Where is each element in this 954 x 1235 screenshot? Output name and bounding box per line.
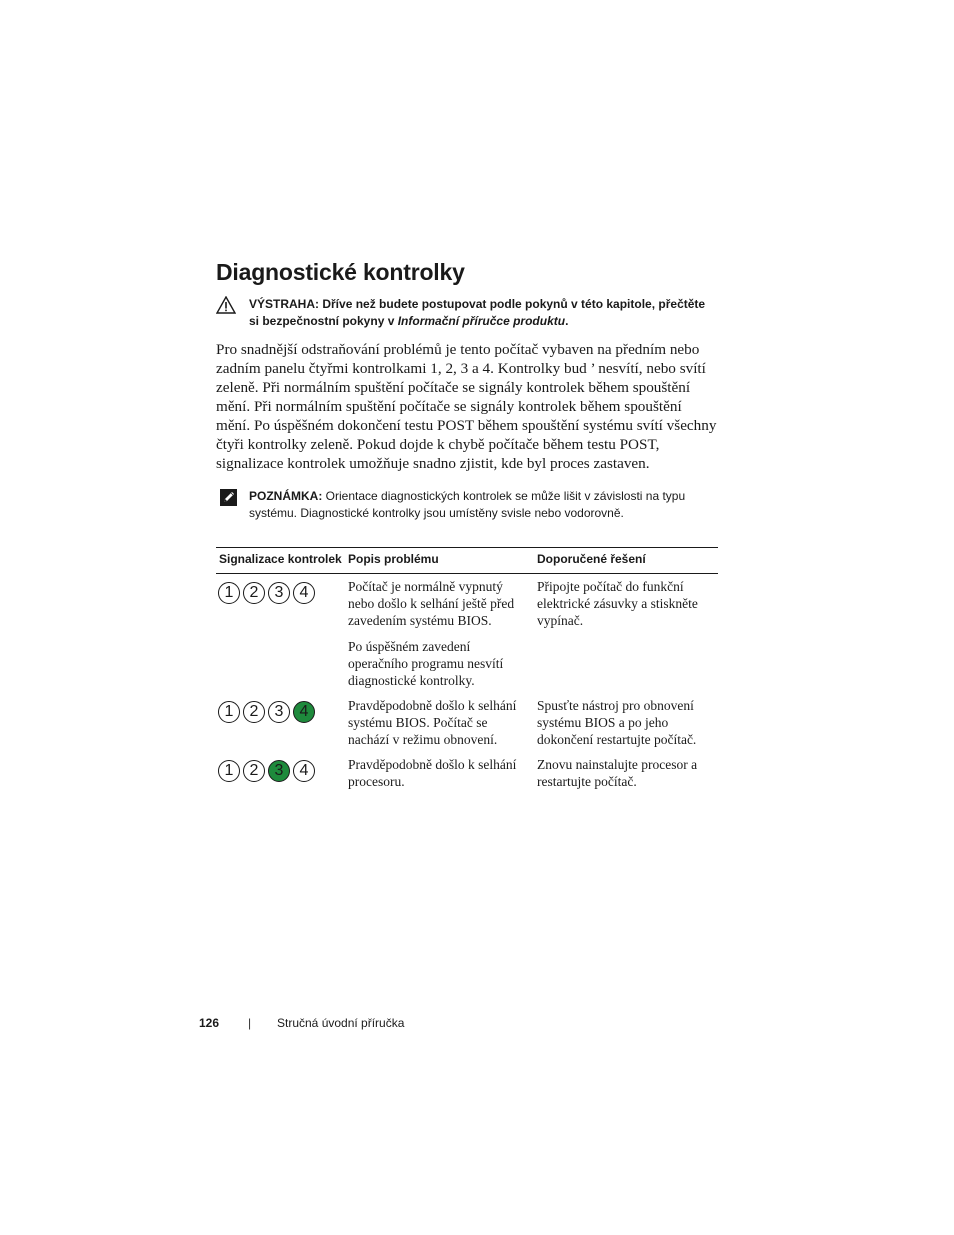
warning-block xyxy=(216,296,718,330)
led-indicator: 2 xyxy=(243,760,265,782)
led-cell xyxy=(216,693,345,752)
warning-doc-title: Informační příručce produktu xyxy=(397,314,566,328)
note-block xyxy=(216,488,718,522)
diagnostic-table xyxy=(216,547,718,794)
intro-paragraph: Pro snadnější odstraňování problémů je tento počítač vybaven na předním nebo zadním panelu čtyřmi kontrolkami 1, 2, 3 a 4. Kontrolky bud ’ nesvítí, nebo svítí zeleně. Při normálním spuštění počítače se signály kontrolek během spouštění mění. Při normálním spuštění počítače se signály kontrolek během spouštění mění. Po úspěšném dokončení testu POST během spouštění systému svítí všechny čtyři kontrolky zeleně. Pokud dojde k chybě počítače během testu POST, signalizace kontrolek umožňuje snadno zjistit, kde byl proces zastaven. xyxy=(216,341,717,472)
warning-text: Dříve než budete postupovat podle pokynů v této kapitole, přečtěte si bezpečnostní pokyny v xyxy=(249,297,706,328)
solution-cell: Znovu nainstalujte procesor a restartujte počítač. xyxy=(537,757,698,790)
page-number: 126 xyxy=(199,1016,220,1030)
page-title: Diagnostické kontrolky xyxy=(216,259,465,285)
header-problem: Popis problému xyxy=(345,548,534,574)
note-label: POZNÁMKA: xyxy=(249,489,323,504)
led-indicator: 4 xyxy=(293,701,315,723)
led-pattern xyxy=(218,582,341,604)
solution-cell: Připojte počítač do funkční elektrické zásuvky a stiskněte vypínač. xyxy=(537,579,698,629)
table-row xyxy=(216,574,718,694)
led-indicator: 2 xyxy=(243,582,265,604)
table-header-row xyxy=(216,548,718,574)
led-indicator: 2 xyxy=(243,701,265,723)
table-row xyxy=(216,752,718,794)
header-solution: Doporučené řešení xyxy=(534,548,718,574)
led-indicator: 3 xyxy=(268,701,290,723)
led-cell xyxy=(216,752,345,794)
led-pattern xyxy=(218,701,341,723)
page-content xyxy=(216,256,718,794)
led-indicator: 4 xyxy=(293,582,315,604)
table-row xyxy=(216,693,718,752)
led-indicator: 1 xyxy=(218,760,240,782)
problem-cell: Pravděpodobně došlo k selhání systému BIOS. Počítač se nachází v režimu obnovení. xyxy=(348,698,517,748)
header-led-signals: Signalizace kontrolek xyxy=(216,548,345,574)
problem-cell xyxy=(345,574,534,694)
problem-text-secondary: Po úspěšném zavedení operačního programu nesvítí diagnostické kontrolky. xyxy=(348,639,504,689)
warning-label: VÝSTRAHA: xyxy=(249,297,320,311)
problem-cell: Pravděpodobně došlo k selhání procesoru. xyxy=(348,757,517,790)
guide-title: Stručná úvodní příručka xyxy=(277,1016,405,1030)
footer-separator: | xyxy=(248,1016,252,1030)
led-indicator: 3 xyxy=(268,582,290,604)
led-pattern xyxy=(218,760,341,782)
led-indicator: 4 xyxy=(293,760,315,782)
note-pencil-icon xyxy=(220,489,237,506)
led-indicator: 3 xyxy=(268,760,290,782)
warning-text-end: . xyxy=(565,314,569,328)
solution-cell: Spusťte nástroj pro obnovení systému BIOS a po jeho dokončení restartujte počítač. xyxy=(537,698,697,748)
note-text: Orientace diagnostických kontrolek se může lišit v závislosti na typu systému. Diagnostické kontrolky jsou umístěny svisle nebo vodorovně. xyxy=(249,489,686,521)
led-cell xyxy=(216,574,345,694)
led-indicator: 1 xyxy=(218,582,240,604)
warning-icon xyxy=(216,296,236,314)
led-indicator: 1 xyxy=(218,701,240,723)
problem-text: Počítač je normálně vypnutý nebo došlo k selhání ještě před zavedením systému BIOS. xyxy=(348,579,515,629)
